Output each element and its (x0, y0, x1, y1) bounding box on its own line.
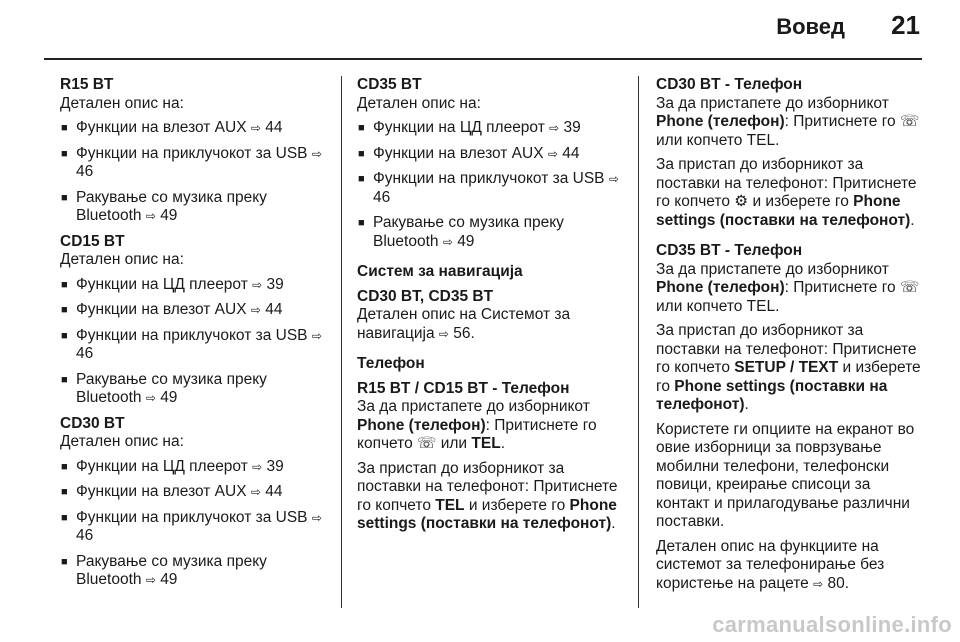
column-middle (357, 76, 623, 534)
section-intro: Детален опис на: (60, 94, 184, 112)
list-item: ■ Функции на ЦД плеерот ⇨ 39 (60, 458, 326, 477)
paragraph: Користете ги опциите на екранот во овие изборници за поврзување мобилни телефони, телефонски повици, креирање списоци за контакт и прилагодување различни поставки. (656, 420, 915, 530)
section-heading: CD30 BT (60, 414, 125, 432)
list-item: ■ Функции на ЦД плеерот ⇨ 39 (60, 276, 326, 295)
section-heading: CD35 BT - Телефон (656, 242, 803, 259)
paragraph: За пристап до изборникот за поставки на телефонот: Притиснете го копчето SETUP / TEXT и изберете го Phone settings (поставки на телефонот). (656, 322, 921, 413)
page-ref-arrow-icon: ⇨ (311, 510, 322, 525)
phone-handset-icon: ☏ (417, 435, 437, 452)
page-ref-arrow-icon: ⇨ (549, 121, 560, 135)
phone-settings-icon: ⚙ (734, 193, 749, 210)
page-ref-arrow-icon: ⇨ (145, 209, 156, 223)
section-heading: R15 BT (60, 76, 114, 93)
page-ref-arrow-icon: ⇨ (311, 328, 322, 343)
feature-list (60, 458, 326, 590)
section-heading: Телефон (357, 355, 425, 372)
page-ref-arrow-icon: ⇨ (442, 234, 453, 249)
list-item: ■ Функции на влезот AUX ⇨ 44 (60, 483, 326, 502)
page-ref-arrow-icon: ⇨ (813, 576, 824, 591)
list-item: ■ Функции на приклучокот за USB ⇨ 46 (357, 170, 623, 207)
chapter-title: Вовед (776, 14, 845, 39)
section-heading: CD30 BT - Телефон (656, 76, 803, 93)
list-item: ■ Функции на ЦД плеерот ⇨ 39 (357, 119, 623, 138)
page-number: 21 (891, 10, 920, 40)
phone-handset-icon: ☏ (899, 113, 920, 130)
page-header (0, 0, 960, 60)
column-right (656, 76, 924, 593)
paragraph: Детален опис на Системот за навигација ⇨ 56. (357, 306, 571, 342)
page-ref-arrow-icon: ⇨ (311, 146, 322, 161)
feature-list (357, 119, 623, 251)
phone-handset-icon: ☏ (899, 279, 920, 296)
watermark: carmanualsonline.info (712, 612, 952, 637)
section-heading: Систем за навигација (357, 263, 523, 280)
page-ref-arrow-icon: ⇨ (608, 172, 619, 186)
section-cd15bt (60, 233, 326, 408)
page-ref-arrow-icon: ⇨ (250, 485, 261, 499)
page-ref-arrow-icon: ⇨ (438, 326, 449, 341)
subsection-heading: CD30 BT, CD35 BT (357, 287, 494, 305)
section-intro: Детален опис на: (60, 433, 184, 450)
list-item: ■ Ракување со музика преку Bluetooth ⇨ 49 (60, 189, 326, 226)
subsection-heading: R15 BT / CD15 BT - Телефон (357, 379, 570, 397)
list-item: ■ Функции на влезот AUX ⇨ 44 (60, 119, 326, 138)
paragraph: За да пристапете до изборникот Phone (телефон): Притиснете го копчето ☏ или TEL. (357, 398, 597, 452)
section-navigation (357, 263, 623, 343)
paragraph: За пристап до изборникот за поставки на телефонот: Притиснете го копчето TEL и изберете го Phone settings (поставки на телефонот). (357, 459, 618, 532)
paragraph: За да пристапете до изборникот Phone (телефон): Притиснете го ☏ или копчето TEL. (656, 260, 920, 315)
list-item: ■ Функции на приклучокот за USB ⇨ 46 (60, 327, 326, 364)
section-r15bt (60, 76, 326, 226)
list-item: ■ Функции на влезот AUX ⇨ 44 (60, 301, 326, 320)
list-item: ■ Функции на приклучокот за USB ⇨ 46 (60, 145, 326, 182)
section-cd35bt (357, 76, 623, 251)
page-ref-arrow-icon: ⇨ (250, 121, 261, 135)
list-item: ■ Функции на влезот AUX ⇨ 44 (357, 145, 623, 164)
section-heading: CD35 BT (357, 76, 422, 93)
list-item: ■ Ракување со музика преку Bluetooth ⇨ 49 (357, 214, 623, 251)
page-ref-arrow-icon: ⇨ (250, 303, 261, 317)
page-ref-arrow-icon: ⇨ (252, 459, 263, 474)
feature-list (60, 276, 326, 408)
list-item: ■ Функции на приклучокот за USB ⇨ 46 (60, 509, 326, 546)
section-cd30bt (60, 415, 326, 590)
paragraph: За пристап до изборникот за поставки на телефонот: Притиснете го копчето ⚙ и изберете го Phone settings (поставки на телефонот). (656, 156, 917, 229)
page-ref-arrow-icon: ⇨ (145, 391, 156, 405)
section-intro: Детален опис на: (60, 251, 184, 268)
paragraph: Детален опис на функциите на системот за телефонирање без користење на рацете ⇨ 80. (656, 537, 885, 592)
page-ref-arrow-icon: ⇨ (252, 277, 263, 292)
page-ref-arrow-icon: ⇨ (145, 573, 156, 587)
section-phone (357, 355, 623, 534)
list-item: ■ Ракување со музика преку Bluetooth ⇨ 49 (60, 371, 326, 408)
section-heading: CD15 BT (60, 232, 125, 250)
section-cd35bt-phone (656, 242, 924, 593)
column-divider (638, 76, 639, 608)
column-divider (341, 76, 342, 608)
list-item: ■ Ракување со музика преку Bluetooth ⇨ 49 (60, 553, 326, 590)
section-cd30bt-phone (656, 76, 924, 230)
paragraph: За да пристапете до изборникот Phone (телефон): Притиснете го ☏ или копчето TEL. (656, 94, 920, 149)
section-intro: Детален опис на: (357, 94, 481, 112)
feature-list (60, 119, 326, 226)
header-divider (44, 58, 922, 60)
column-left (60, 76, 326, 597)
page-ref-arrow-icon: ⇨ (547, 146, 558, 161)
